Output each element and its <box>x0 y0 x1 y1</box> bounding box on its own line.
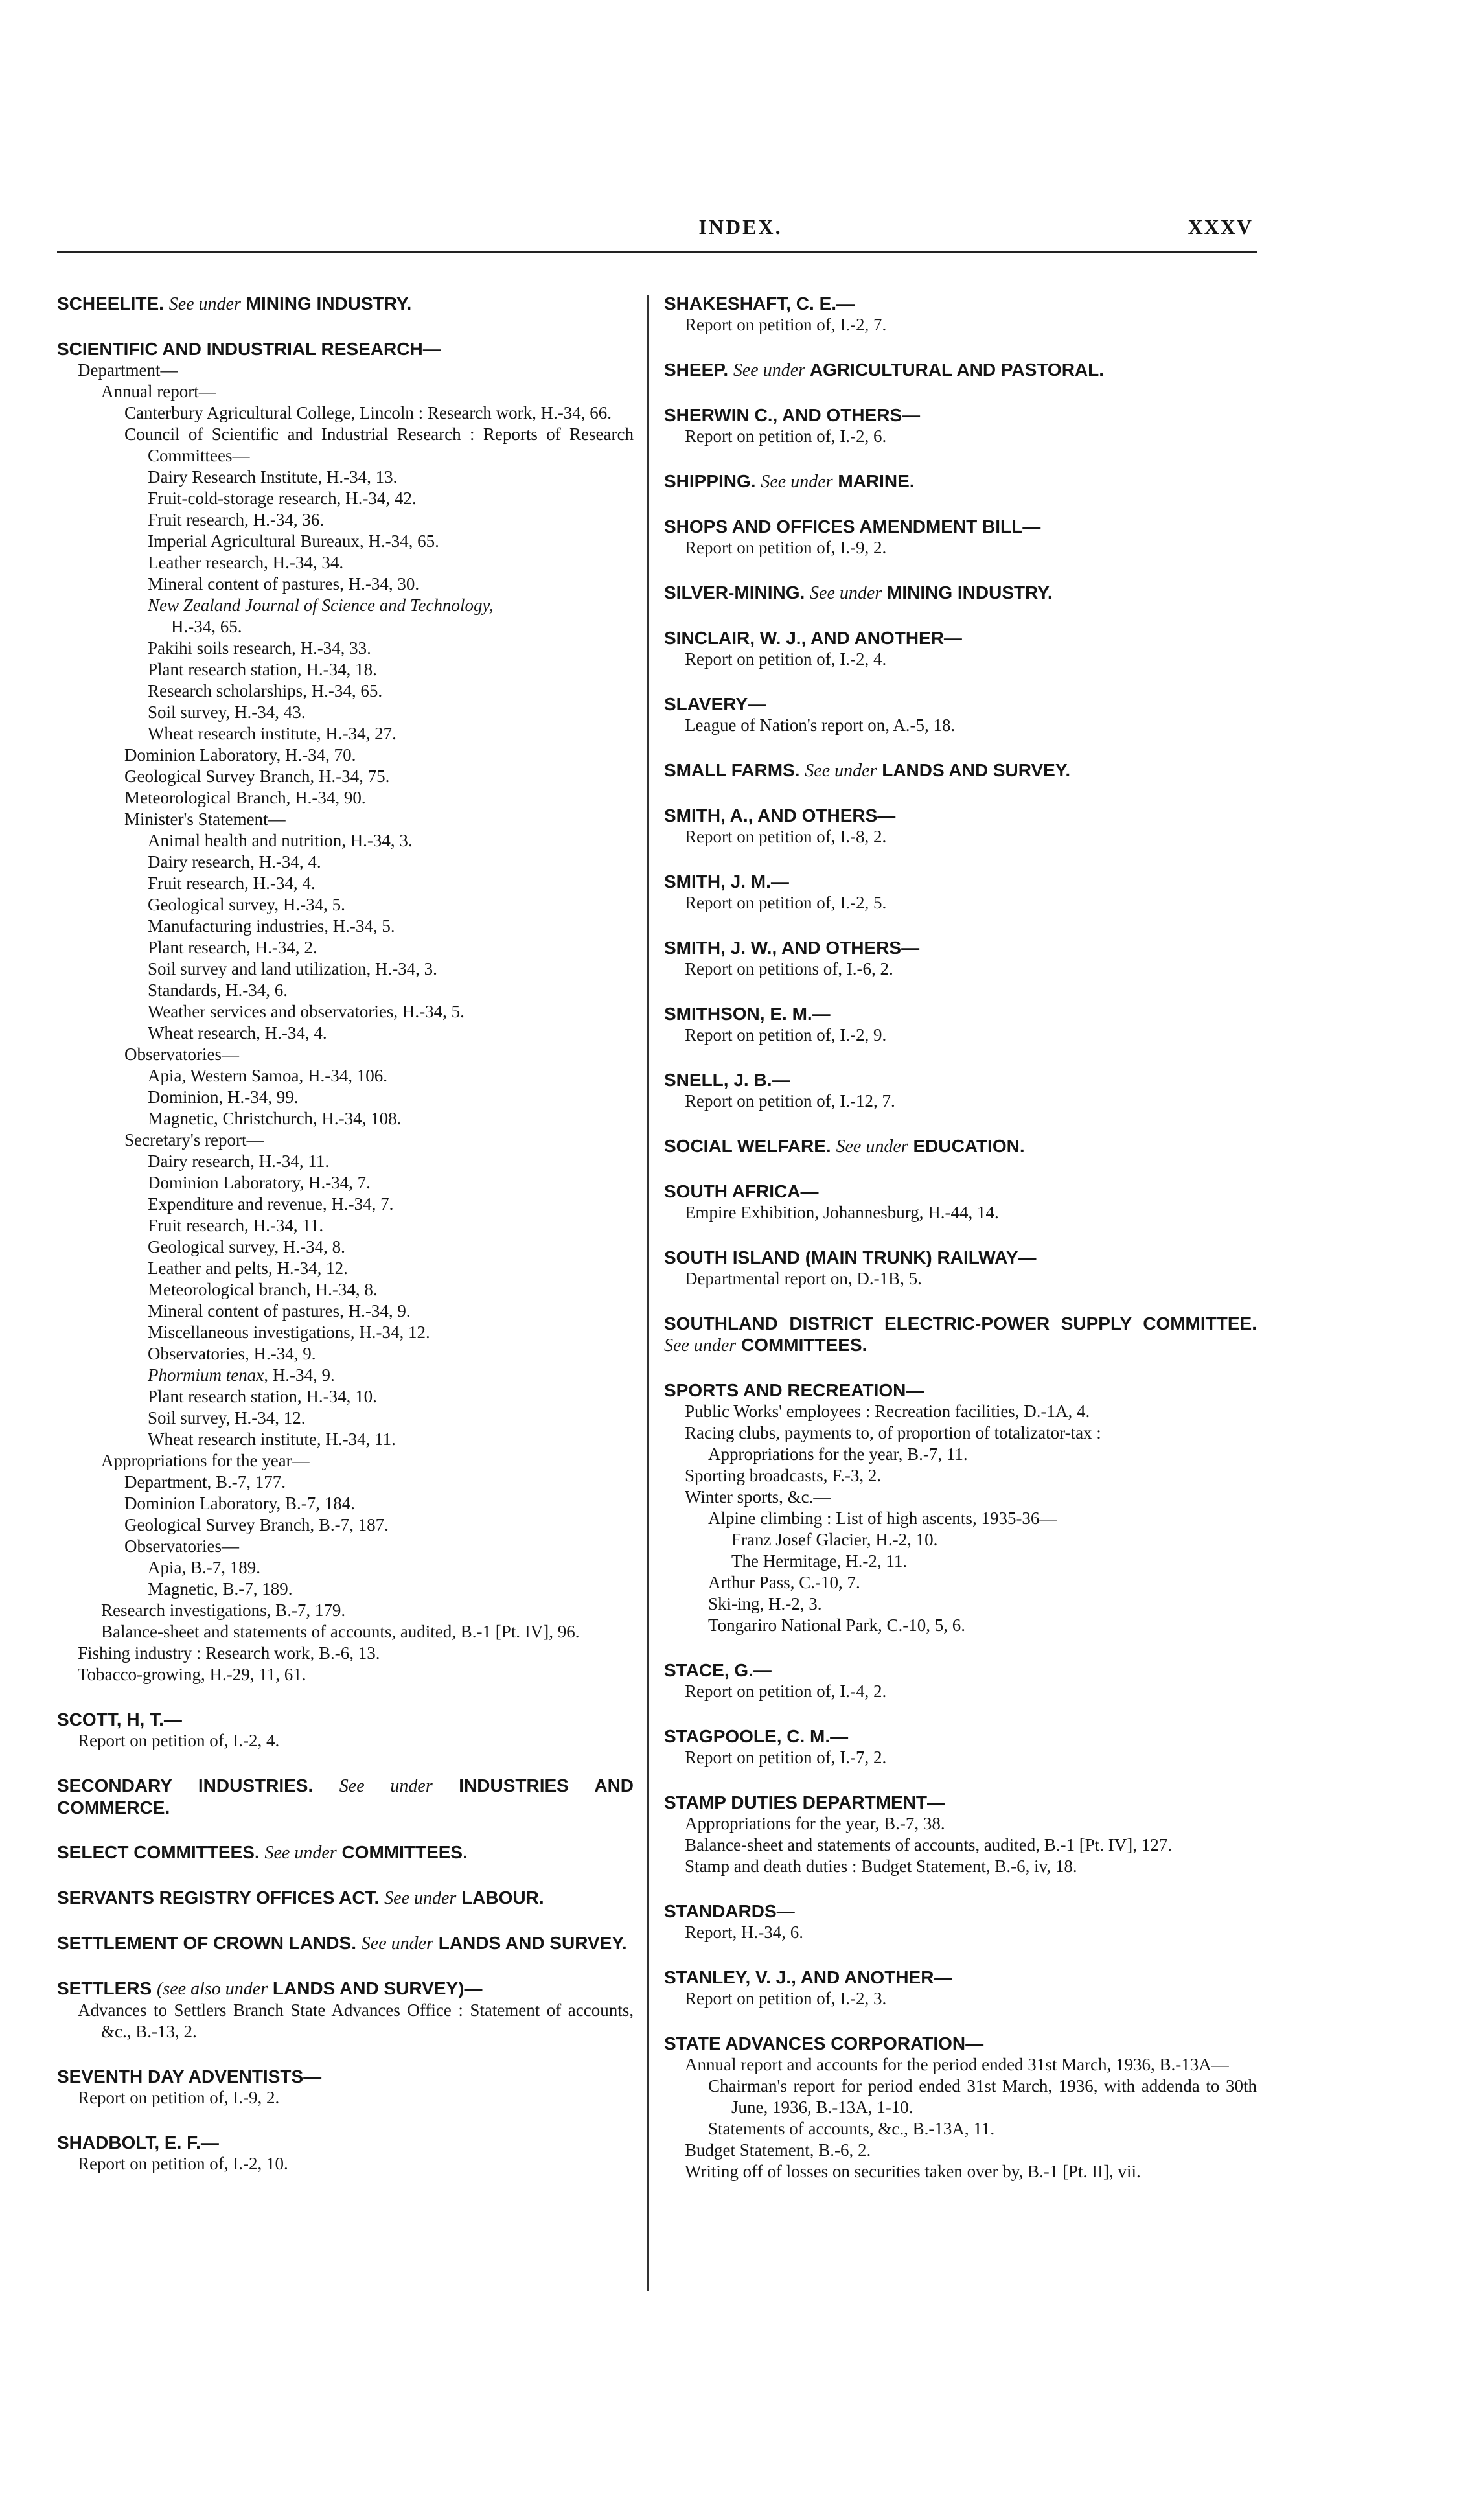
index-entry-shadbolt <box>57 2132 634 2175</box>
index-subentry: Dairy research, H.-34, 4. <box>148 852 321 872</box>
entry-heading <box>664 1901 1257 1922</box>
entry-heading-text: SHAKESHAFT, C. E.— <box>664 294 855 314</box>
index-subentry: Stamp and death duties : Budget Statement, B.-6, iv, 18. <box>685 1856 1077 1876</box>
index-subentry: Sporting broadcasts, F.-3, 2. <box>685 1466 882 1485</box>
index-subentry: Report on petition of, I.-9, 2. <box>78 2088 280 2107</box>
cross-reference: AGRICULTURAL AND PASTORAL. <box>809 360 1105 380</box>
index-subentry: Soil survey and land utilization, H.-34, 3. <box>148 959 437 978</box>
index-subentry: Manufacturing industries, H.-34, 5. <box>148 916 395 936</box>
index-subentry: Weather services and observatories, H.-34, 5. <box>148 1002 465 1021</box>
index-subentry: The Hermitage, H.-2, 11. <box>731 1551 908 1571</box>
index-subentry: Fruit research, H.-34, 36. <box>148 510 325 529</box>
index-entry-stamp <box>664 1792 1257 1877</box>
entry-heading-text: SINCLAIR, W. J., AND ANOTHER— <box>664 628 962 648</box>
index-entry-servants <box>57 1887 634 1909</box>
entry-heading-text: SOUTH AFRICA— <box>664 1181 819 1201</box>
cross-reference: INDUSTRIES AND COMMERCE. <box>57 1775 634 1818</box>
index-subentry: Statements of accounts, &c., B.-13A, 11. <box>708 2119 995 2138</box>
see-under-label: See under <box>664 1335 737 1356</box>
index-subentry: Wheat research, H.-34, 4. <box>148 1023 327 1043</box>
entry-heading <box>57 1932 634 1954</box>
index-entry-stagpoole <box>664 1726 1257 1768</box>
index-subentry: Report on petition of, I.-9, 2. <box>685 538 887 557</box>
index-entry-sports <box>664 1380 1257 1636</box>
see-under-label: See under <box>264 1843 337 1863</box>
entry-heading-text: SHADBOLT, E. F.— <box>57 2133 219 2153</box>
index-subentry: Report on petitions of, I.-6, 2. <box>685 959 893 978</box>
entry-heading-text: SHEEP. <box>664 360 729 380</box>
see-under-label: See under <box>761 472 833 492</box>
index-subentry: Pakihi soils research, H.-34, 33. <box>148 638 371 658</box>
entry-heading <box>664 1003 1257 1024</box>
entry-heading-text: SETTLERS <box>57 1978 152 1998</box>
entry-heading-text: SMALL FARMS. <box>664 760 800 780</box>
see-under-label: See under <box>384 1888 457 1908</box>
entry-heading-text: STACE, G.— <box>664 1660 772 1680</box>
see-under-label: See under <box>810 583 882 603</box>
index-subentry: League of Nation's report on, A.-5, 18. <box>685 715 956 735</box>
entry-heading-text: SECONDARY INDUSTRIES. <box>57 1775 314 1796</box>
entry-heading-text: SHIPPING. <box>664 471 756 491</box>
entry-heading-text: SOCIAL WELFARE. <box>664 1136 831 1156</box>
entry-heading <box>664 1380 1257 1401</box>
index-subentry: Wheat research institute, H.-34, 11. <box>148 1429 396 1449</box>
index-subentry: Observatories, H.-34, 9. <box>148 1344 316 1363</box>
index-subentry: Winter sports, &c.— <box>685 1487 831 1507</box>
index-entry-scheelite <box>57 293 634 315</box>
index-entry-southland <box>664 1313 1257 1356</box>
entry-heading <box>57 1709 634 1730</box>
index-subentry: Balance-sheet and statements of accounts, audited, B.-1 [Pt. IV], 127. <box>685 1835 1173 1855</box>
entry-heading <box>57 2066 634 2087</box>
index-subentry: Ski-ing, H.-2, 3. <box>708 1594 822 1613</box>
index-subentry: New Zealand Journal of Science and Technology, <box>148 595 494 615</box>
entry-heading-text: SMITHSON, E. M.— <box>664 1004 831 1024</box>
index-subentry: Franz Josef Glacier, H.-2, 10. <box>731 1530 938 1549</box>
index-subentry: Meteorological Branch, H.-34, 90. <box>124 788 366 807</box>
entry-heading-text: SLAVERY— <box>664 694 766 714</box>
index-entry-standards <box>664 1901 1257 1943</box>
index-subentry: Report on petition of, I.-8, 2. <box>685 827 887 846</box>
index-entry-stanley <box>664 1967 1257 2009</box>
index-subentry: Apia, Western Samoa, H.-34, 106. <box>148 1066 388 1085</box>
index-subentry: Dominion Laboratory, H.-34, 7. <box>148 1173 371 1192</box>
entry-heading <box>664 1792 1257 1813</box>
entry-heading-text: SCHEELITE. <box>57 294 164 314</box>
index-subentry: Alpine climbing : List of high ascents, 1935-36— <box>708 1509 1057 1528</box>
index-entry-sir <box>57 338 634 1685</box>
index-entry-shops <box>664 516 1257 559</box>
index-subentry: Chairman's report for period ended 31st March, 1936, with addenda to 30th June, 1936, B.-13A, 1-10. <box>708 2076 1257 2117</box>
entry-heading <box>664 470 1257 492</box>
entry-heading-text: STATE ADVANCES CORPORATION— <box>664 2033 984 2053</box>
index-subentry: Apia, B.-7, 189. <box>148 1558 260 1577</box>
index-subentry: Budget Statement, B.-6, 2. <box>685 2140 871 2160</box>
index-subentry: Advances to Settlers Branch State Advances Office : Statement of accounts, &c., B.-13, 2. <box>78 2000 634 2041</box>
index-entry-seventh <box>57 2066 634 2109</box>
index-entry-smithjm <box>664 871 1257 914</box>
index-entry-scott <box>57 1709 634 1751</box>
cross-reference: LANDS AND SURVEY)— <box>272 1978 483 1998</box>
entry-heading <box>57 2132 634 2153</box>
index-subentry: Geological survey, H.-34, 5. <box>148 895 345 914</box>
index-entry-sherwin <box>664 404 1257 447</box>
page-header-title: INDEX. <box>698 215 783 238</box>
index-subentry: Mineral content of pastures, H.-34, 30. <box>148 574 420 594</box>
entry-heading <box>664 1726 1257 1747</box>
index-subentry: Meteorological branch, H.-34, 8. <box>148 1280 378 1299</box>
index-entry-smithson <box>664 1003 1257 1046</box>
index-subentry: Report on petition of, I.-2, 9. <box>685 1025 887 1045</box>
entry-heading-text: SOUTH ISLAND (MAIN TRUNK) RAILWAY— <box>664 1247 1037 1267</box>
entry-heading <box>664 1181 1257 1202</box>
index-entry-smallfarms <box>664 759 1257 781</box>
see-under-label: See under <box>836 1137 908 1157</box>
index-subentry: Geological Survey Branch, H.-34, 75. <box>124 767 390 786</box>
index-subentry: Report on petition of, I.-2, 7. <box>685 315 887 334</box>
cross-reference: LABOUR. <box>461 1888 544 1908</box>
index-subentry: Soil survey, H.-34, 43. <box>148 702 306 722</box>
index-subentry: Report on petition of, I.-7, 2. <box>685 1748 887 1767</box>
see-under-label: (see also under <box>157 1979 268 1999</box>
entry-heading-text: SMITH, A., AND OTHERS— <box>664 805 896 826</box>
index-subentry: Miscellaneous investigations, H.-34, 12. <box>148 1323 430 1342</box>
index-entry-sinclair <box>664 627 1257 670</box>
entry-heading <box>664 1967 1257 1988</box>
index-subentry: Dairy Research Institute, H.-34, 13. <box>148 467 398 487</box>
index-entry-smithjw <box>664 937 1257 980</box>
cross-reference: COMMITTEES. <box>341 1842 468 1862</box>
index-subentry: Department— <box>78 360 178 380</box>
index-subentry: Empire Exhibition, Johannesburg, H.-44, 14. <box>685 1203 999 1222</box>
index-entry-snell <box>664 1069 1257 1112</box>
see-under-label: See under <box>805 761 877 781</box>
index-subentry: Dairy research, H.-34, 11. <box>148 1151 330 1171</box>
index-subentry: Departmental report on, D.-1B, 5. <box>685 1269 922 1288</box>
index-subentry: Plant research station, H.-34, 10. <box>148 1387 377 1406</box>
entry-heading <box>664 805 1257 826</box>
index-subentry: Report on petition of, I.-12, 7. <box>685 1091 895 1111</box>
entry-heading <box>664 759 1257 781</box>
index-subentry: Expenditure and revenue, H.-34, 7. <box>148 1194 394 1214</box>
entry-heading <box>664 2033 1257 2054</box>
entry-heading <box>664 1069 1257 1091</box>
entry-heading <box>664 404 1257 426</box>
index-subentry: Writing off of losses on securities taken over by, B.-1 [Pt. II], vii. <box>685 2162 1141 2181</box>
index-subentry: Annual report— <box>101 382 216 401</box>
cross-reference: LANDS AND SURVEY. <box>882 760 1071 780</box>
index-entry-shakeshaft <box>664 293 1257 336</box>
index-entry-smitha <box>664 805 1257 848</box>
index-subentry: Report on petition of, I.-2, 10. <box>78 2154 288 2173</box>
column-divider <box>647 295 649 2291</box>
index-subentry: Magnetic, B.-7, 189. <box>148 1579 293 1599</box>
entry-heading-text: STANLEY, V. J., AND ANOTHER— <box>664 1967 952 1987</box>
entry-heading <box>664 1247 1257 1268</box>
index-entry-slavery <box>664 693 1257 736</box>
entry-heading-text: SOUTHLAND DISTRICT ELECTRIC-POWER SUPPLY COMMITTEE. <box>664 1313 1257 1334</box>
index-subentry: Arthur Pass, C.-10, 7. <box>708 1573 860 1592</box>
entry-heading-text: STAMP DUTIES DEPARTMENT— <box>664 1792 946 1812</box>
index-subentry: Geological survey, H.-34, 8. <box>148 1237 345 1256</box>
entry-heading-text: SHOPS AND OFFICES AMENDMENT BILL— <box>664 516 1041 537</box>
left-column <box>57 293 634 2198</box>
cross-reference: MINING INDUSTRY. <box>887 583 1053 603</box>
entry-heading-text: SETTLEMENT OF CROWN LANDS. <box>57 1933 356 1953</box>
index-subentry: Geological Survey Branch, B.-7, 187. <box>124 1515 389 1534</box>
index-subentry: Fruit research, H.-34, 4. <box>148 873 316 893</box>
index-subentry: Report on petition of, I.-2, 4. <box>685 649 887 669</box>
entry-heading-text: SMITH, J. W., AND OTHERS— <box>664 938 920 958</box>
entry-heading <box>57 1842 634 1864</box>
right-column <box>664 293 1257 2206</box>
index-entry-settlers <box>57 1978 634 2042</box>
index-subentry: Secretary's report— <box>124 1130 264 1150</box>
entry-heading-text: SELECT COMMITTEES. <box>57 1842 260 1862</box>
index-entry-shipping <box>664 470 1257 492</box>
index-subentry: Observatories— <box>124 1045 239 1064</box>
see-under-label: See under <box>339 1776 433 1796</box>
index-subentry: Report on petition of, I.-4, 2. <box>685 1682 887 1701</box>
index-subentry: Dominion, H.-34, 99. <box>148 1087 299 1107</box>
entry-heading-text: SPORTS AND RECREATION— <box>664 1380 924 1400</box>
index-subentry: Soil survey, H.-34, 12. <box>148 1408 306 1428</box>
index-entry-stateadv <box>664 2033 1257 2182</box>
entry-heading-text: STAGPOOLE, C. M.— <box>664 1726 849 1746</box>
index-entry-secondary <box>57 1775 634 1818</box>
index-subentry: Fishing industry : Research work, B.-6, 13. <box>78 1643 380 1663</box>
entry-heading-text: SEVENTH DAY ADVENTISTS— <box>57 2066 322 2087</box>
index-subentry: Tobacco-growing, H.-29, 11, 61. <box>78 1665 306 1684</box>
entry-heading-text: SHERWIN C., AND OTHERS— <box>664 405 921 425</box>
index-subentry: Appropriations for the year, B.-7, 11. <box>708 1444 968 1464</box>
header-rule <box>57 251 1257 253</box>
entry-heading <box>57 1775 634 1818</box>
cross-reference: LANDS AND SURVEY. <box>438 1933 627 1953</box>
index-subentry: Mineral content of pastures, H.-34, 9. <box>148 1301 411 1321</box>
index-subentry: Tongariro National Park, C.-10, 5, 6. <box>708 1615 966 1635</box>
index-subentry: Dominion Laboratory, H.-34, 70. <box>124 745 356 765</box>
index-subentry: Research investigations, B.-7, 179. <box>101 1601 346 1620</box>
entry-heading-text: SERVANTS REGISTRY OFFICES ACT. <box>57 1888 380 1908</box>
index-entry-southisland <box>664 1247 1257 1289</box>
entry-heading-text: SCIENTIFIC AND INDUSTRIAL RESEARCH— <box>57 339 441 359</box>
index-subentry: Canterbury Agricultural College, Lincoln : Research work, H.-34, 66. <box>124 403 612 422</box>
index-entry-settlement <box>57 1932 634 1954</box>
entry-heading <box>664 627 1257 649</box>
index-subentry: Minister's Statement— <box>124 809 286 829</box>
entry-heading <box>57 1978 634 2000</box>
index-subentry: Fruit research, H.-34, 11. <box>148 1216 324 1235</box>
cross-reference: COMMITTEES. <box>740 1335 867 1355</box>
index-subentry: Report on petition of, I.-2, 3. <box>685 1989 887 2008</box>
index-entry-southafrica <box>664 1181 1257 1223</box>
index-subentry: Racing clubs, payments to, of proportion of totalizator-tax : <box>685 1423 1101 1442</box>
entry-heading-text: SCOTT, H, T.— <box>57 1709 182 1729</box>
entry-heading <box>664 359 1257 381</box>
index-entry-social <box>664 1135 1257 1157</box>
entry-heading-text: SNELL, J. B.— <box>664 1070 790 1090</box>
entry-heading <box>664 693 1257 715</box>
index-subentry: Annual report and accounts for the period ended 31st March, 1936, B.-13A— <box>685 2055 1229 2074</box>
entry-heading <box>57 293 634 315</box>
see-under-label: See under <box>733 360 806 380</box>
cross-reference: MARINE. <box>838 471 915 491</box>
index-subentry: Public Works' employees : Recreation facilities, D.-1A, 4. <box>685 1402 1090 1421</box>
entry-heading <box>664 1659 1257 1681</box>
see-under-label: See under <box>168 294 241 314</box>
see-under-label: See under <box>361 1934 433 1954</box>
entry-heading <box>57 1887 634 1909</box>
entry-heading <box>664 937 1257 958</box>
entry-heading <box>664 293 1257 314</box>
entry-heading <box>57 338 634 360</box>
index-subentry: Wheat research institute, H.-34, 27. <box>148 724 396 743</box>
index-subentry: Balance-sheet and statements of accounts, audited, B.-1 [Pt. IV], 96. <box>101 1622 580 1641</box>
index-subentry: Report, H.-34, 6. <box>685 1923 803 1942</box>
index-subentry: Report on petition of, I.-2, 6. <box>685 426 887 446</box>
index-subentry: Magnetic, Christchurch, H.-34, 108. <box>148 1109 402 1128</box>
index-subentry: Fruit-cold-storage research, H.-34, 42. <box>148 489 417 508</box>
index-subentry: Leather research, H.-34, 34. <box>148 553 344 572</box>
entry-heading-text: SILVER-MINING. <box>664 583 805 603</box>
index-subentry: Department, B.-7, 177. <box>124 1472 286 1492</box>
entry-heading <box>664 582 1257 604</box>
index-entry-select <box>57 1842 634 1864</box>
entry-heading-text: SMITH, J. M.— <box>664 872 789 892</box>
index-subentry: Plant research, H.-34, 2. <box>148 938 317 957</box>
index-subentry: Leather and pelts, H.-34, 12. <box>148 1258 348 1278</box>
index-subentry: Report on petition of, I.-2, 4. <box>78 1731 280 1750</box>
index-subentry: Observatories— <box>124 1536 239 1556</box>
index-subentry: H.-34, 65. <box>171 617 242 636</box>
index-subentry: Dominion Laboratory, B.-7, 184. <box>124 1494 355 1513</box>
index-entry-stace <box>664 1659 1257 1702</box>
index-subentry: Report on petition of, I.-2, 5. <box>685 893 887 912</box>
index-entry-sheep <box>664 359 1257 381</box>
index-entry-silver <box>664 582 1257 604</box>
entry-heading <box>664 871 1257 892</box>
index-subentry: Council of Scientific and Industrial Research : Reports of Research Committees— <box>124 424 634 465</box>
index-subentry: Imperial Agricultural Bureaux, H.-34, 65. <box>148 531 439 551</box>
page-number: XXXV <box>1188 215 1253 238</box>
index-subentry: Appropriations for the year— <box>101 1451 310 1470</box>
index-subentry: Animal health and nutrition, H.-34, 3. <box>148 831 413 850</box>
entry-heading-text: STANDARDS— <box>664 1901 795 1921</box>
entry-heading <box>664 1135 1257 1157</box>
index-subentry: Research scholarships, H.-34, 65. <box>148 681 383 700</box>
cross-reference: MINING INDUSTRY. <box>246 294 412 314</box>
index-subentry: Standards, H.-34, 6. <box>148 980 288 1000</box>
index-subentry: Appropriations for the year, B.-7, 38. <box>685 1814 945 1833</box>
entry-heading <box>664 1313 1257 1356</box>
entry-heading <box>664 516 1257 537</box>
index-subentry: Phormium tenax, H.-34, 9. <box>148 1365 335 1385</box>
cross-reference: EDUCATION. <box>913 1136 1025 1156</box>
index-subentry: Plant research station, H.-34, 18. <box>148 660 377 679</box>
